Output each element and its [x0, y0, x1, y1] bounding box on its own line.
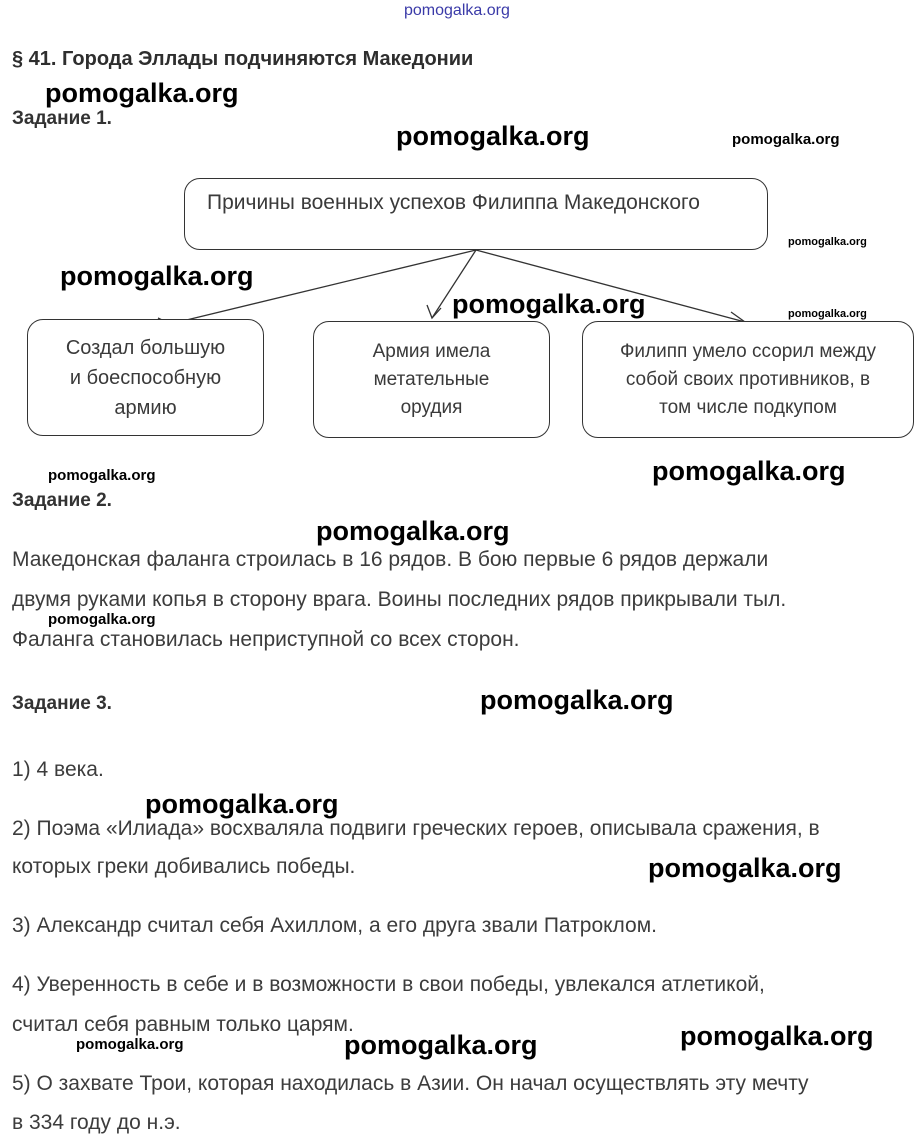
- answer-1-line-1: 1) 4 века.: [12, 758, 104, 781]
- watermark: pomogalka.org: [680, 1021, 874, 1051]
- diagram-box-1: [27, 319, 264, 436]
- answer-2-line-1: 2) Поэма «Илиада» восхваляла подвиги греческих героев, описывала сражения, в: [12, 817, 820, 840]
- watermark: pomogalka.org: [648, 853, 842, 883]
- watermark: pomogalka.org: [732, 131, 840, 148]
- page-title: § 41. Города Эллады подчиняются Македонии: [12, 48, 474, 70]
- diagram-box-1-text: Создал большую и боеспособную армию: [65, 336, 226, 419]
- watermark: pomogalka.org: [452, 289, 646, 319]
- watermark: pomogalka.org: [788, 308, 867, 320]
- answer-5-line-2: в 334 году до н.э.: [12, 1111, 181, 1134]
- answer-3-line-1: 3) Александр считал себя Ахиллом, а его друга звали Патроклом.: [12, 914, 657, 937]
- watermark: pomogalka.org: [480, 685, 674, 715]
- diagram-root-text: Причины военных успехов Филиппа Македонского: [207, 191, 700, 214]
- watermark: pomogalka.org: [76, 1036, 184, 1053]
- answer-5-line-1: 5) О захвате Трои, которая находилась в Азии. Он начал осуществлять эту мечту: [12, 1072, 809, 1095]
- answer-4-line-2: считал себя равным только царям.: [12, 1013, 354, 1036]
- watermark: pomogalka.org: [45, 78, 239, 108]
- watermark: pomogalka.org: [396, 121, 590, 151]
- task-2-line-1: Македонская фаланга строилась в 16 рядов. В бою первые 6 рядов держали: [12, 548, 769, 571]
- answer-2-line-2: которых греки добивались победы.: [12, 855, 356, 878]
- watermark: pomogalka.org: [48, 611, 156, 628]
- task-2-line-3: Фаланга становилась неприступной со всех сторон.: [12, 628, 520, 651]
- watermark: pomogalka.org: [48, 467, 156, 484]
- task-3-label: Задание 3.: [12, 693, 112, 714]
- diagram-box-2-text: Армия имела метательные орудия: [372, 340, 491, 418]
- task-1-label: Задание 1.: [12, 108, 112, 129]
- diagram-box-2: [313, 321, 550, 438]
- watermark: pomogalka.org: [145, 789, 339, 819]
- task-2-label: Задание 2.: [12, 490, 112, 511]
- diagram-box-3: [582, 321, 914, 438]
- watermark: pomogalka.org: [316, 516, 510, 546]
- watermark: pomogalka.org: [788, 236, 867, 248]
- task-2-line-2: двумя руками копья в сторону врага. Воины последних рядов прикрывали тыл.: [12, 588, 787, 611]
- diagram-box-3-text: Филипп умело ссорил между собой своих противников, в том числе подкупом: [619, 340, 877, 418]
- top-watermark: pomogalka.org: [404, 2, 510, 19]
- watermark: pomogalka.org: [652, 456, 846, 486]
- watermark: pomogalka.org: [344, 1030, 538, 1060]
- watermark: pomogalka.org: [60, 261, 254, 291]
- answer-4-line-1: 4) Уверенность в себе и в возможности в свои победы, увлекался атлетикой,: [12, 973, 765, 996]
